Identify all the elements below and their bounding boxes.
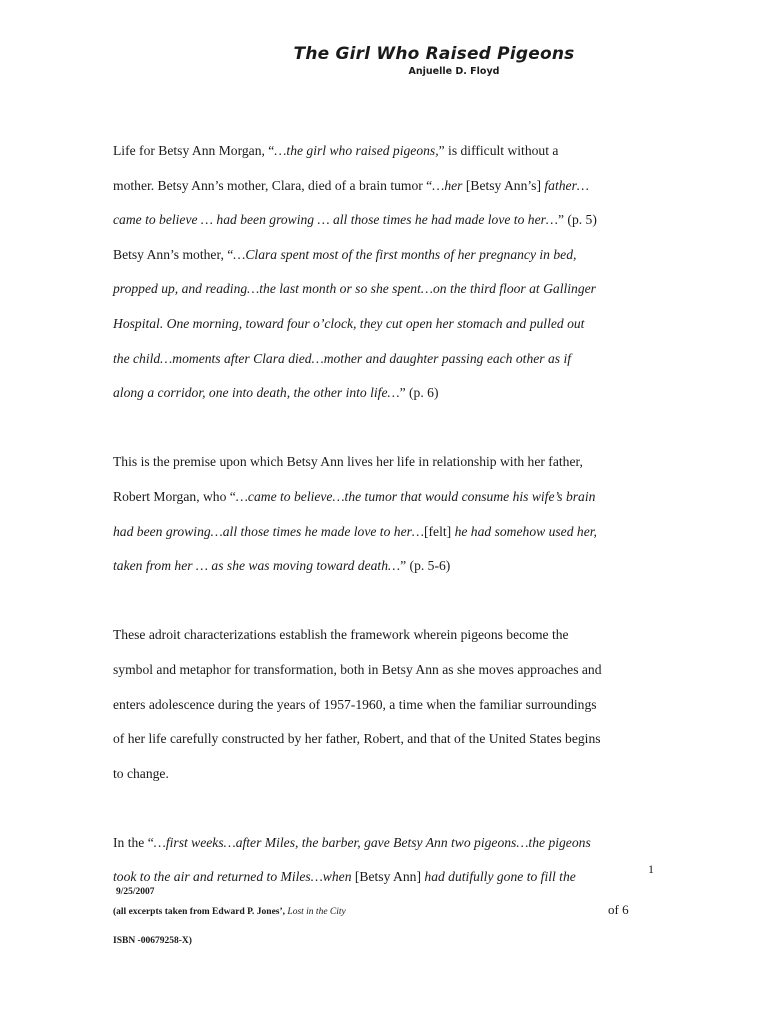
text-line xyxy=(113,307,658,342)
quoted-excerpt: had dutifully gone to fill the xyxy=(424,869,576,885)
footer-date: 9/25/2007 xyxy=(116,887,155,897)
text-line xyxy=(113,169,658,204)
text-segment: These adroit characterizations establish the framework wherein pigeons become the xyxy=(113,627,569,643)
text-segment: ” is difficult without a xyxy=(438,143,559,158)
text-line xyxy=(113,238,658,273)
text-segment: ” (p. 5-6) xyxy=(400,558,451,574)
footer-isbn: ISBN -00679258-X) xyxy=(113,936,192,946)
text-segment: ” (p. 6) xyxy=(399,385,439,401)
text-line xyxy=(113,203,658,238)
paragraph xyxy=(113,826,658,895)
paragraph xyxy=(113,445,658,583)
quoted-excerpt: …Clara spent most of the first months of her pregnancy in bed, xyxy=(233,246,577,262)
page-number: 1 xyxy=(648,862,654,876)
text-line xyxy=(113,549,658,584)
text-segment: symbol and metaphor for transformation, both in Betsy Ann as she moves approaches and xyxy=(113,661,602,677)
text-segment: enters adolescence during the years of 1957-1960, a time when the familiar surroundings xyxy=(113,696,597,712)
footer-note-book-title: Lost in the City xyxy=(287,907,346,917)
text-segment: ” (p. 5) xyxy=(557,212,597,228)
quoted-excerpt: he had somehow used her, xyxy=(454,523,597,539)
text-line xyxy=(113,376,658,411)
text-line xyxy=(113,688,658,723)
text-line xyxy=(113,515,658,550)
text-segment: This is the premise upon which Betsy Ann lives her life in relationship with her father, xyxy=(113,454,583,470)
text-line xyxy=(113,342,658,377)
quoted-excerpt: father… xyxy=(544,177,589,193)
text-segment: mother. Betsy Ann’s mother, Clara, died of a brain tumor “ xyxy=(113,177,433,193)
text-segment: Life for Betsy Ann Morgan, “ xyxy=(113,143,275,158)
footer-source-note xyxy=(113,907,346,917)
quoted-excerpt: …came to believe…the tumor that would consume his wife’s brain xyxy=(235,488,596,504)
text-line xyxy=(113,618,658,653)
quoted-excerpt: the child…moments after Clara died…mother and daughter passing each other as if xyxy=(113,350,572,366)
quoted-excerpt: came to believe … had been growing … all those times he had made love to her… xyxy=(113,212,558,228)
quoted-excerpt: along a corridor, one into death, the other into life… xyxy=(113,385,400,401)
text-segment: [Betsy Ann] xyxy=(354,869,425,885)
text-line xyxy=(113,653,658,688)
text-segment: Robert Morgan, who “ xyxy=(113,488,236,504)
text-segment: to change. xyxy=(113,765,169,781)
paragraph xyxy=(113,134,658,411)
quoted-excerpt: …first weeks…after Miles, the barber, gave Betsy Ann two pigeons…the pigeons xyxy=(153,834,591,850)
text-line xyxy=(113,134,658,169)
text-line xyxy=(113,860,658,895)
document-title: The Girl Who Raised Pigeons xyxy=(293,44,575,64)
text-line xyxy=(113,480,658,515)
paragraph xyxy=(113,618,658,791)
text-line xyxy=(113,722,658,757)
body-text xyxy=(113,134,658,930)
text-segment: [Betsy Ann’s] xyxy=(465,177,545,193)
text-segment: Betsy Ann’s mother, “ xyxy=(113,246,234,262)
quoted-excerpt: …the girl who raised pigeons, xyxy=(274,143,439,158)
text-segment: [felt] xyxy=(423,523,455,539)
quoted-excerpt: took to the air and returned to Miles…when xyxy=(113,869,355,885)
quoted-excerpt: …her xyxy=(432,177,466,193)
quoted-excerpt: Hospital. One morning, toward four o’clock, they cut open her stomach and pulled out xyxy=(113,315,585,331)
text-line xyxy=(113,272,658,307)
text-line xyxy=(113,445,658,480)
text-line xyxy=(113,826,658,861)
quoted-excerpt: taken from her … as she was moving toward death… xyxy=(113,558,401,574)
page-count: of 6 xyxy=(608,902,629,917)
text-segment: of her life carefully constructed by her father, Robert, and that of the United States begins xyxy=(113,731,601,747)
document-author: Anjuelle D. Floyd xyxy=(408,66,500,77)
quoted-excerpt: had been growing…all those times he made love to her… xyxy=(113,523,424,539)
text-segment: In the “ xyxy=(113,834,154,850)
text-line xyxy=(113,757,658,792)
footer-note-bold: (all excerpts taken from Edward P. Jones’, xyxy=(113,907,288,917)
quoted-excerpt: propped up, and reading…the last month or so she spent…on the third floor at Gallinger xyxy=(113,281,596,297)
